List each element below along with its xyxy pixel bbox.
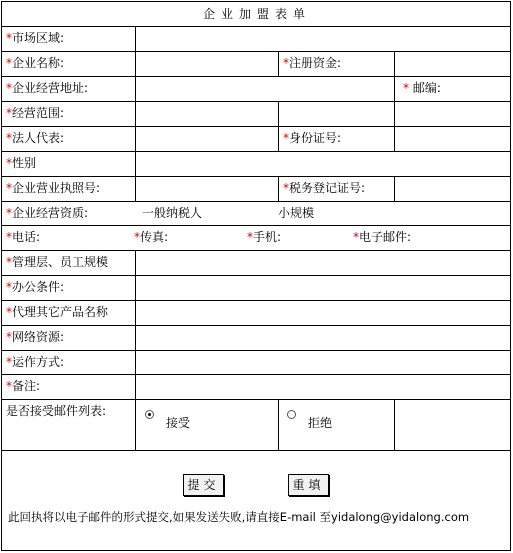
row-divider bbox=[2, 450, 510, 451]
qualification-option-general[interactable]: 一般纳税人 bbox=[142, 206, 203, 220]
required-mark: * bbox=[6, 106, 12, 120]
required-mark: * bbox=[6, 280, 12, 294]
row-divider bbox=[2, 325, 510, 326]
other-products-label: *代理其它产品名称 bbox=[6, 305, 109, 319]
submit-button[interactable]: 提交 bbox=[183, 474, 224, 496]
col-divider bbox=[135, 26, 136, 201]
mobile-label: *手机: bbox=[247, 230, 282, 244]
required-mark: * bbox=[6, 230, 12, 244]
accept-label: 接受 bbox=[166, 416, 191, 430]
required-mark: * bbox=[6, 31, 12, 45]
row-divider bbox=[2, 275, 510, 276]
phone-label: *电话: bbox=[6, 230, 41, 244]
row-divider bbox=[2, 76, 510, 77]
office-label: *办公条件: bbox=[6, 280, 65, 294]
col-divider bbox=[135, 250, 136, 399]
required-mark: * bbox=[6, 355, 12, 369]
row-divider bbox=[2, 151, 510, 152]
col-divider bbox=[394, 101, 395, 151]
row-divider bbox=[2, 250, 510, 251]
required-mark: * bbox=[6, 181, 12, 195]
management-label: *管理层、员工规模 bbox=[6, 255, 109, 269]
required-mark: * bbox=[6, 330, 12, 344]
row-divider bbox=[2, 350, 510, 351]
col-divider bbox=[278, 399, 279, 450]
required-mark: * bbox=[247, 230, 253, 244]
required-mark: * bbox=[6, 56, 12, 70]
row-divider bbox=[2, 225, 510, 226]
row-divider bbox=[2, 300, 510, 301]
required-mark: * bbox=[6, 379, 12, 393]
company-name-label: *企业名称: bbox=[6, 56, 65, 70]
reset-button[interactable]: 重填 bbox=[288, 474, 329, 496]
market-area-label: *市场区域: bbox=[6, 31, 65, 45]
required-mark: * bbox=[353, 230, 359, 244]
col-divider bbox=[278, 176, 279, 201]
required-mark: * bbox=[283, 56, 289, 70]
registered-capital-label: *注册资金: bbox=[283, 56, 342, 70]
col-divider bbox=[278, 51, 279, 76]
address-label: *企业经营地址: bbox=[6, 81, 89, 95]
business-scope-label: *经营范围: bbox=[6, 106, 65, 120]
row-divider bbox=[2, 201, 510, 202]
required-mark: * bbox=[6, 305, 12, 319]
row-divider bbox=[2, 176, 510, 177]
required-mark: * bbox=[6, 131, 12, 145]
legal-rep-label: *法人代表: bbox=[6, 131, 65, 145]
reject-radio[interactable] bbox=[287, 410, 296, 419]
operation-label: *运作方式: bbox=[6, 355, 65, 369]
form-title: 企业加盟表单 bbox=[202, 7, 311, 21]
required-mark: * bbox=[283, 181, 289, 195]
postcode-label: * 邮编: bbox=[403, 81, 441, 95]
col-divider bbox=[135, 399, 136, 450]
row-divider bbox=[2, 126, 510, 127]
remarks-label: *备注: bbox=[6, 379, 41, 393]
required-mark: * bbox=[6, 255, 12, 269]
required-mark: * bbox=[6, 156, 12, 170]
fax-label: *传真: bbox=[134, 230, 169, 244]
required-mark: * bbox=[6, 206, 12, 220]
required-mark: * bbox=[134, 230, 140, 244]
col-divider bbox=[278, 101, 279, 151]
id-number-label: *身份证号: bbox=[283, 131, 342, 145]
col-divider bbox=[394, 176, 395, 201]
row-divider bbox=[2, 101, 510, 102]
qualification-label: *企业经营资质: bbox=[6, 206, 89, 220]
accept-radio[interactable] bbox=[145, 410, 154, 419]
row-divider bbox=[2, 51, 510, 52]
network-label: *网络资源: bbox=[6, 330, 65, 344]
row-divider bbox=[2, 374, 510, 375]
row-divider bbox=[2, 399, 510, 400]
required-mark: * bbox=[403, 81, 409, 95]
tax-registration-label: *税务登记证号: bbox=[283, 181, 366, 195]
franchise-form bbox=[1, 1, 511, 551]
license-label: *企业营业执照号: bbox=[6, 181, 101, 195]
qualification-option-small[interactable]: 小规模 bbox=[278, 206, 315, 220]
gender-label: *性别 bbox=[6, 156, 37, 170]
required-mark: * bbox=[283, 131, 289, 145]
col-divider bbox=[394, 51, 395, 101]
required-mark: * bbox=[6, 81, 12, 95]
row-divider bbox=[2, 26, 510, 27]
col-divider bbox=[394, 399, 395, 450]
mailing-list-label: 是否接受邮件列表: bbox=[6, 404, 107, 418]
email-label: *电子邮件: bbox=[353, 230, 412, 244]
footer-note: 此回执将以电子邮件的形式提交,如果发送失败,请直接E-mail 至yidalong@yidalong.com bbox=[8, 510, 470, 524]
reject-label: 拒绝 bbox=[308, 416, 333, 430]
